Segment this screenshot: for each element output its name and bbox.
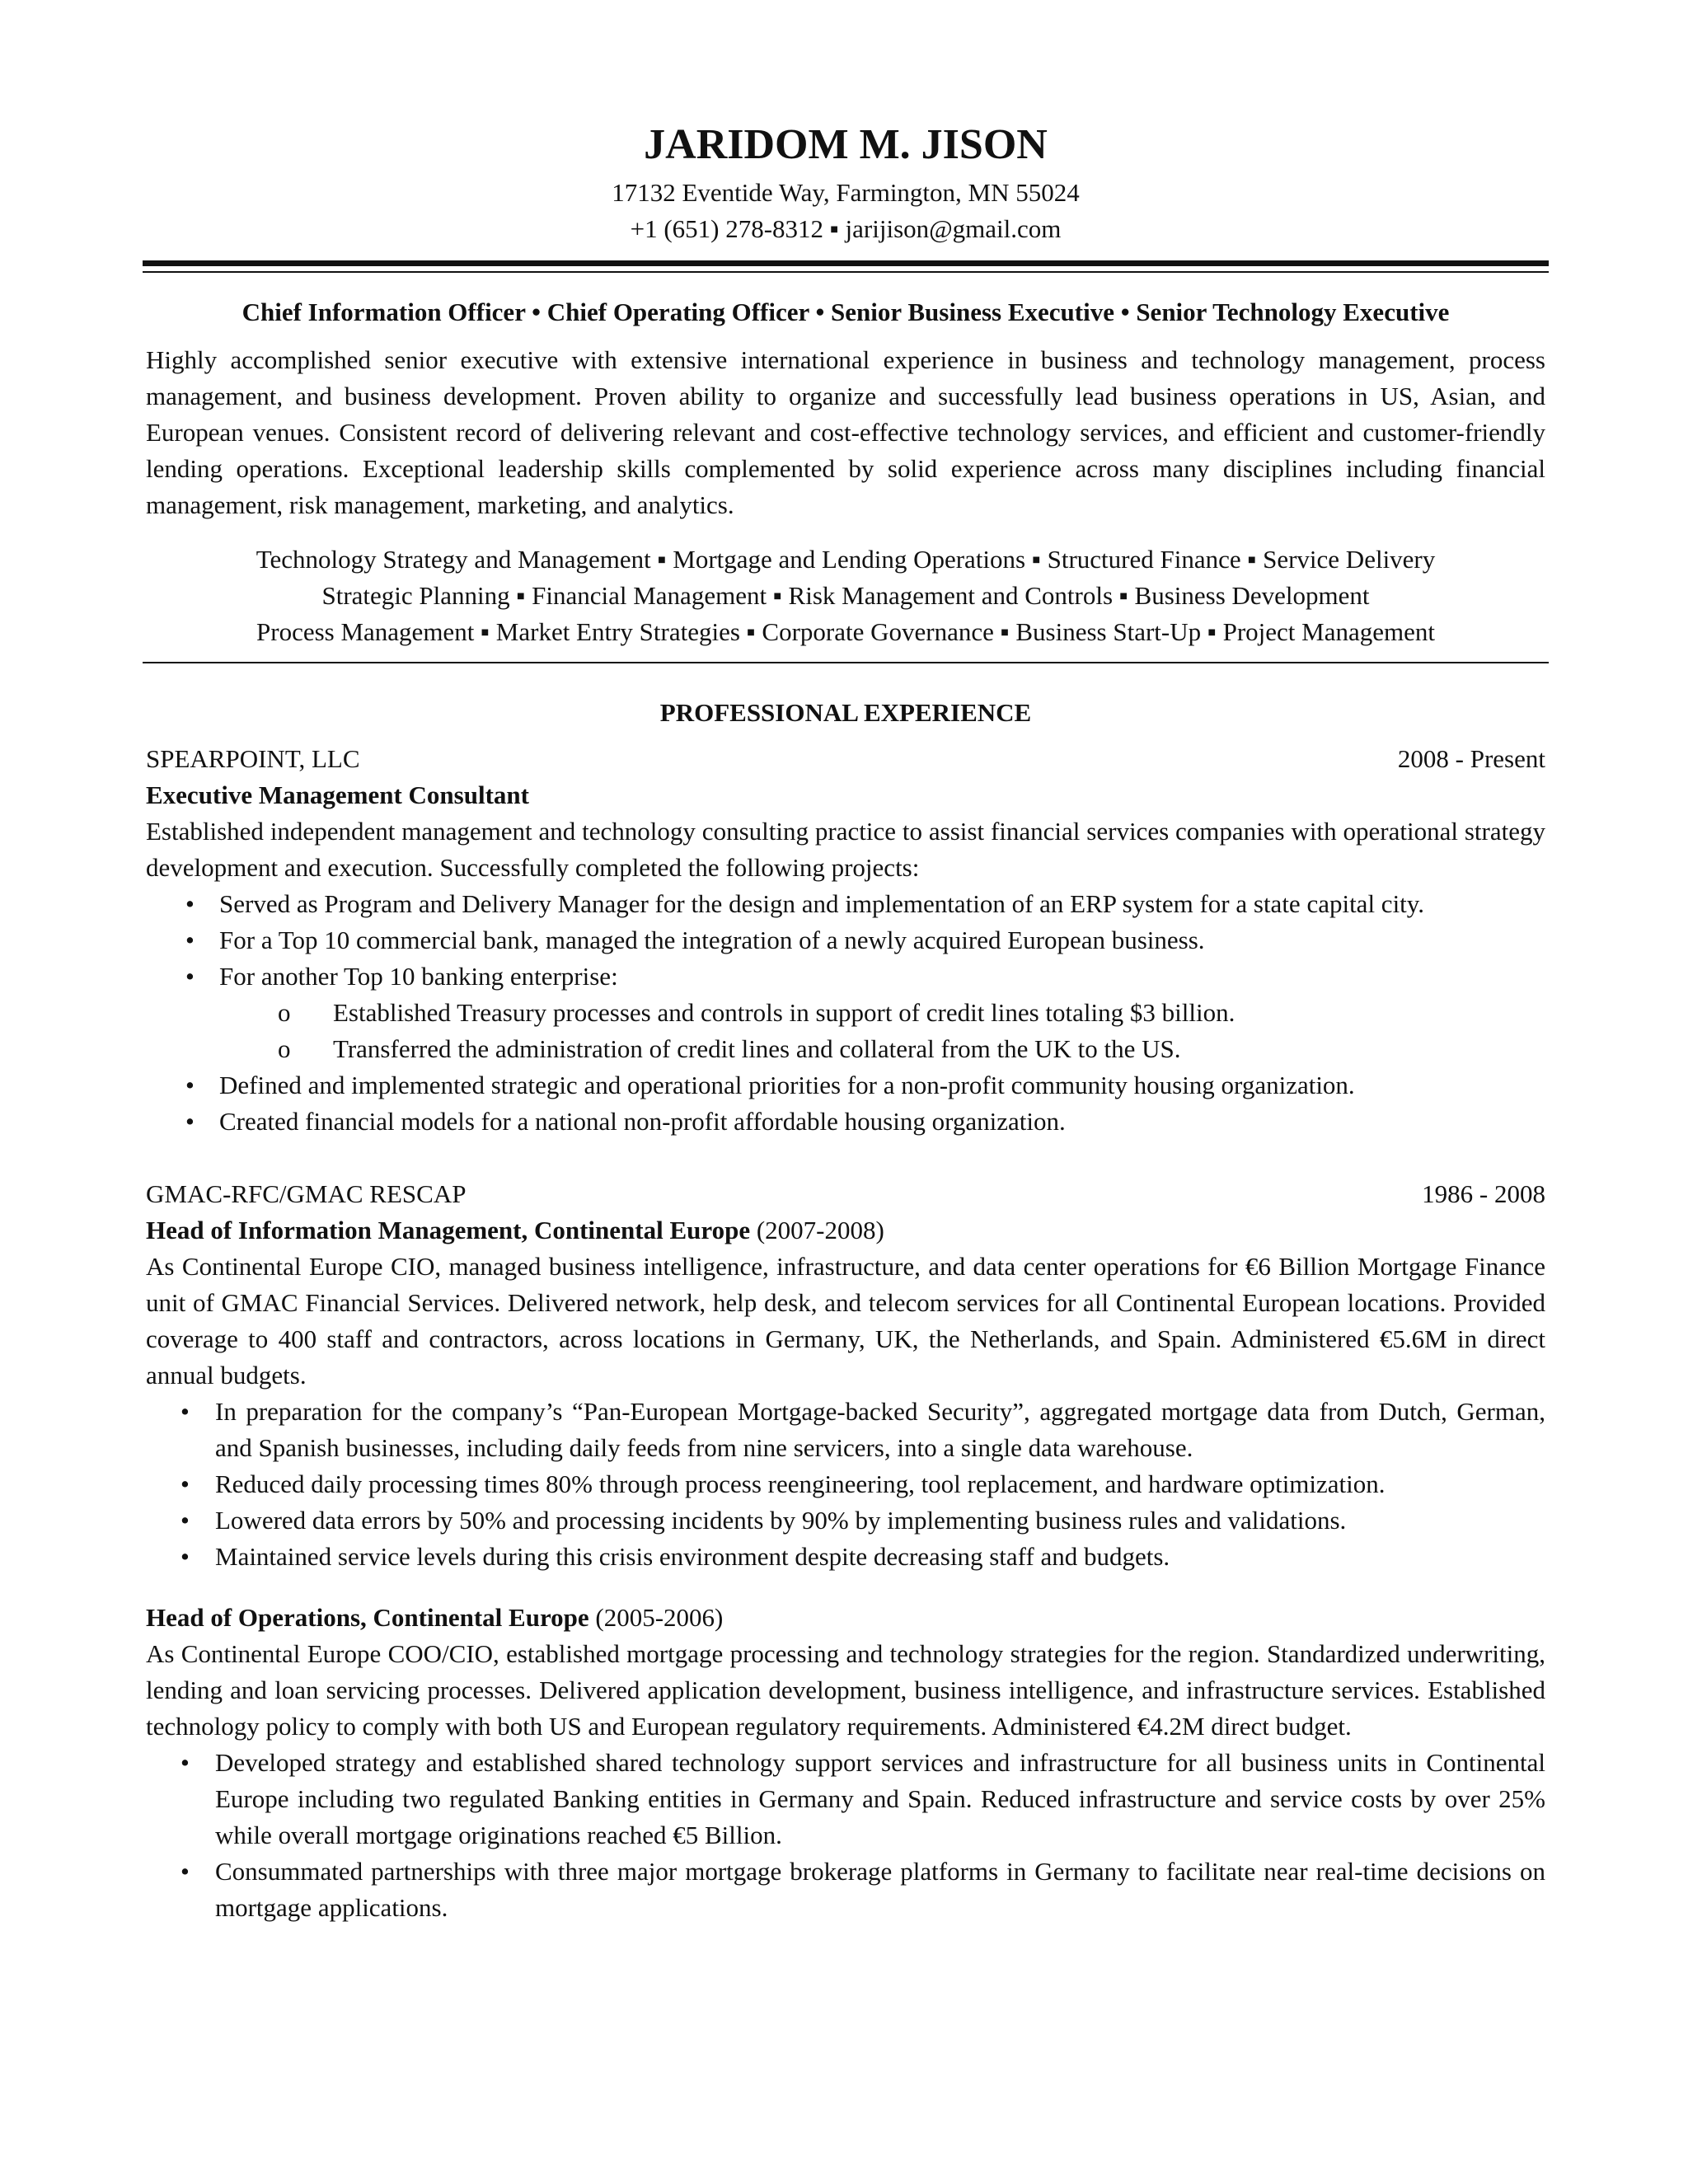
job-header	[146, 1176, 1545, 1212]
section-title-experience: PROFESSIONAL EXPERIENCE	[659, 698, 1032, 727]
job-bullet-list	[146, 886, 1545, 1140]
skills-line: Process Management ▪ Market Entry Strategies ▪ Corporate Governance ▪ Business Start-Up ▪ Project Management	[256, 617, 1435, 646]
job-bullet-list	[146, 1745, 1545, 1926]
company-name: SPEARPOINT, LLC	[146, 744, 360, 773]
list-item: • Developed strategy and established shared technology support services and infrastructure for all business units in Continental Europe including two regulated Banking entities in Germany and Spain. Reduced infrastructure and service costs by over 25% while overall mortgage originations reached €5 Billion.	[146, 1745, 1545, 1854]
list-item: • Reduced daily processing times 80% through process reengineering, tool replacement, and hardware optimization.	[146, 1466, 1545, 1502]
list-item: • Consummated partnerships with three major mortgage brokerage platforms in Germany to facilitate near real-time decisions on mortgage applications.	[146, 1854, 1545, 1926]
job-header	[146, 741, 1545, 777]
skills-block	[143, 541, 1549, 650]
job-role-line	[146, 1600, 1545, 1636]
list-item-text: For another Top 10 banking enterprise:	[219, 962, 618, 991]
header-rule-thick	[143, 260, 1549, 266]
job-role: Executive Management Consultant	[146, 780, 529, 809]
section-divider	[143, 662, 1549, 663]
job-role: Head of Operations, Continental Europe	[146, 1603, 589, 1632]
address-line: 17132 Eventide Way, Farmington, MN 55024	[612, 178, 1080, 207]
job-bullet-list	[146, 1394, 1545, 1575]
job-role-line	[146, 1212, 1545, 1249]
role-dates: (2005-2006)	[588, 1603, 724, 1632]
spacer	[146, 1575, 1545, 1600]
job-description: As Continental Europe COO/CIO, established mortgage processing and technology strategies for the region. Standardized underwriting, lending and loan servicing processes. Delivered application development, business intelligence, and infrastructure services. Established technology policy to comply with both US and European regulatory requirements. Administered €4.2M direct budget.	[146, 1639, 1545, 1741]
skills-line: Technology Strategy and Management ▪ Mortgage and Lending Operations ▪ Structured Finance ▪ Service Delivery	[256, 545, 1436, 574]
job-role: Head of Information Management, Continental Europe	[146, 1216, 751, 1244]
skills-line: Strategic Planning ▪ Financial Management ▪ Risk Management and Controls ▪ Business Development	[321, 581, 1370, 610]
summary-paragraph: Highly accomplished senior executive with extensive international experience in business and technology management, process management, and business development. Proven ability to organize and successfully lead business operations in US, Asian, and European venues. Consistent record of delivering relevant and cost-effective technology services, and efficient and customer-friendly lending operations. Exceptional leadership skills complemented by solid experience across many disciplines including financial management, risk management, marketing, and analytics.	[146, 345, 1545, 519]
list-item: • Lowered data errors by 50% and processing incidents by 90% by implementing business rules and validations.	[146, 1502, 1545, 1539]
role-dates: (2007-2008)	[750, 1216, 884, 1244]
list-item: • For a Top 10 commercial bank, managed the integration of a newly acquired European business.	[146, 922, 1545, 958]
job-dates: 2008 - Present	[1397, 744, 1545, 773]
list-item	[146, 958, 1545, 1067]
job-dates: 1986 - 2008	[1422, 1179, 1545, 1208]
job-description: Established independent management and technology consulting practice to assist financial services companies with operational strategy development and execution. Successfully completed the following projects:	[146, 817, 1545, 882]
spacer	[146, 1140, 1545, 1176]
sub-bullet-list	[219, 995, 1545, 1067]
candidate-name: JARIDOM M. JISON	[644, 121, 1048, 168]
sub-list-item: o Established Treasury processes and controls in support of credit lines totaling $3 billion.	[146, 995, 1545, 1031]
list-item: • Served as Program and Delivery Manager for the design and implementation of an ERP system for a state capital city.	[146, 886, 1545, 922]
list-item: • Maintained service levels during this crisis environment despite decreasing staff and budgets.	[146, 1539, 1545, 1575]
list-item: • In preparation for the company’s “Pan-European Mortgage-backed Security”, aggregated mortgage data from Dutch, German, and Spanish businesses, including daily feeds from nine servicers, into a single data warehouse.	[146, 1394, 1545, 1466]
list-item: • Defined and implemented strategic and operational priorities for a non-profit community housing organization.	[146, 1067, 1545, 1104]
list-item: • Created financial models for a national non-profit affordable housing organization.	[146, 1104, 1545, 1140]
header-rule-thin	[143, 271, 1549, 273]
contact-line: +1 (651) 278-8312 ▪ jarijison@gmail.com	[630, 214, 1062, 243]
sub-list-item: o Transferred the administration of credit lines and collateral from the UK to the US.	[146, 1031, 1545, 1067]
target-titles: Chief Information Officer • Chief Operating Officer • Senior Business Executive • Senior Technology Executive	[241, 298, 1450, 326]
job-description: As Continental Europe CIO, managed business intelligence, infrastructure, and data center operations for €6 Billion Mortgage Finance unit of GMAC Financial Services. Delivered network, help desk, and telecom services for all Continental European locations. Provided coverage to 400 staff and contractors, across locations in Germany, UK, the Netherlands, and Spain. Administered €5.6M in direct annual budgets.	[146, 1252, 1545, 1390]
company-name: GMAC-RFC/GMAC RESCAP	[146, 1179, 467, 1208]
